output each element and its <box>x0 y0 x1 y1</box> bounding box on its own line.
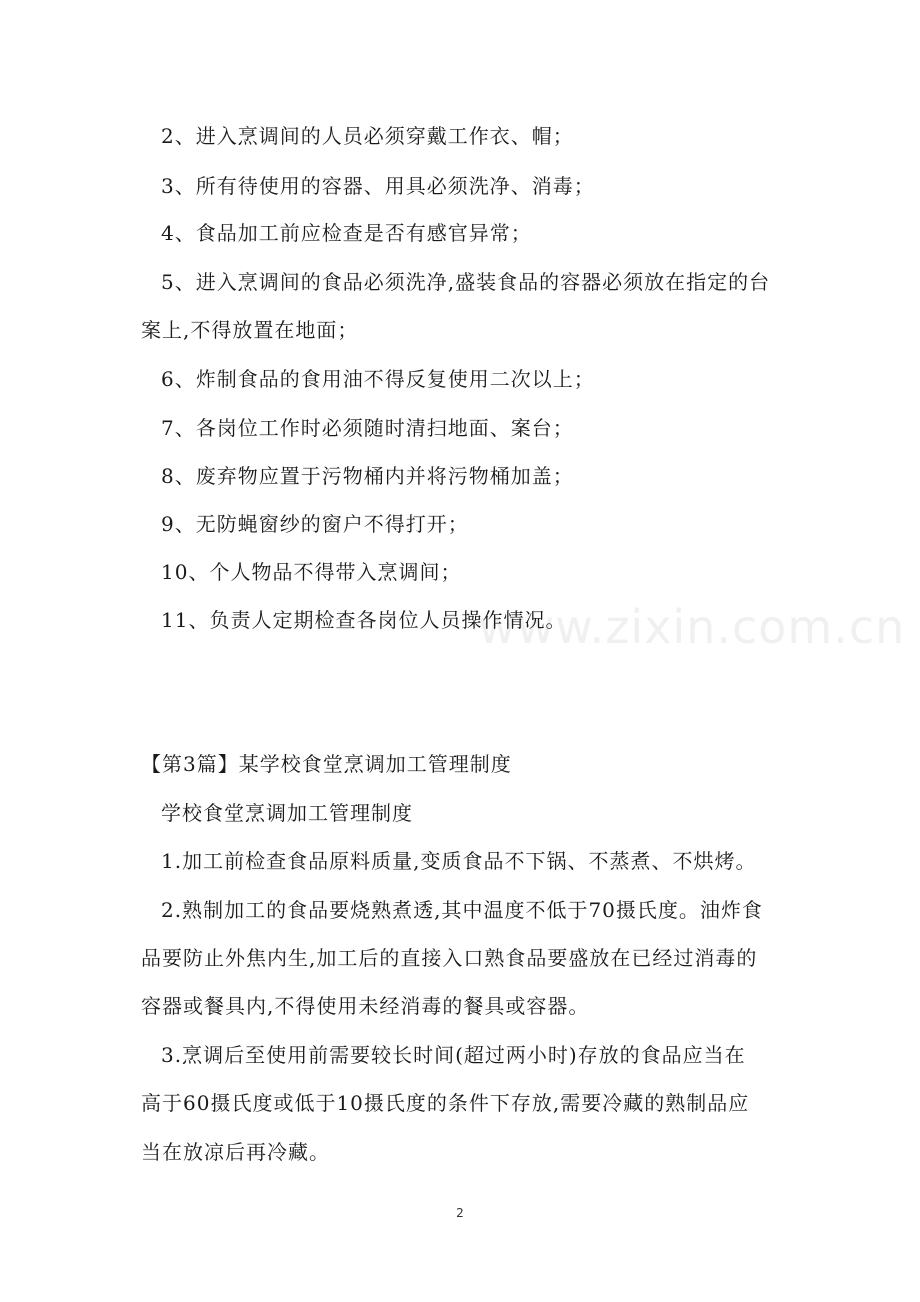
paragraph-3-line1: 3.烹调后至使用前需要较长时间(超过两小时)存放的食品应当在 <box>161 1043 746 1067</box>
rule-item-8: 8、废弃物应置于污物桶内并将污物桶加盖； <box>161 464 574 488</box>
paragraph-3-line2: 高于60摄氏度或低于10摄氏度的条件下存放,需要冷藏的熟制品应 <box>141 1091 750 1115</box>
section-subtitle: 学校食堂烹调加工管理制度 <box>161 801 413 825</box>
rule-item-4: 4、食品加工前应检查是否有感官异常； <box>161 221 532 245</box>
rule-item-5-line1: 5、进入烹调间的食品必须洗净,盛装食品的容器必须放在指定的台 <box>161 270 771 294</box>
rule-item-3: 3、所有待使用的容器、用具必须洗净、消毒； <box>161 174 595 198</box>
section-heading: 【第3篇】某学校食堂烹调加工管理制度 <box>141 752 512 776</box>
rule-item-9: 9、无防蝇窗纱的窗户不得打开； <box>161 512 469 536</box>
paragraph-2-line3: 容器或餐具内,不得使用未经消毒的餐具或容器。 <box>141 994 590 1018</box>
rule-item-2: 2、进入烹调间的人员必须穿戴工作衣、帽； <box>161 124 574 148</box>
paragraph-2-line2: 品要防止外焦内生,加工后的直接入口熟食品要盛放在已经过消毒的 <box>141 946 758 970</box>
page-number: 2 <box>456 1206 464 1220</box>
rule-item-5-line2: 案上,不得放置在地面； <box>141 318 359 342</box>
rule-item-10: 10、个人物品不得带入烹调间； <box>161 560 462 584</box>
watermark: www.zixin.com.cn <box>478 600 906 654</box>
rule-item-7: 7、各岗位工作时必须随时清扫地面、案台； <box>161 416 574 440</box>
rule-item-6: 6、炸制食品的食用油不得反复使用二次以上； <box>161 367 595 391</box>
rule-item-11: 11、负责人定期检查各岗位人员操作情况。 <box>161 608 567 632</box>
paragraph-3-line3: 当在放凉后再冷藏。 <box>141 1140 330 1164</box>
paragraph-2-line1: 2.熟制加工的食品要烧熟煮透,其中温度不低于70摄氏度。油炸食 <box>161 898 763 922</box>
paragraph-1: 1.加工前检查食品原料质量,变质食品不下锅、不蒸煮、不烘烤。 <box>161 849 757 873</box>
